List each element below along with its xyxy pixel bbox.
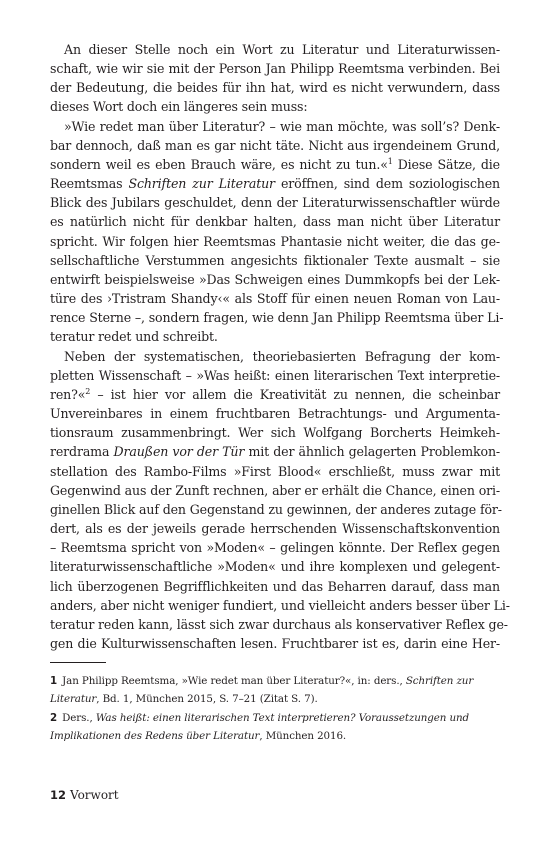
body-line: pletten Wissenschaft – »Was heißt: einen literarischen Text interpretie-: [50, 367, 500, 383]
body-text: eröffnen, sind dem soziologischen: [274, 176, 500, 192]
body-text: – ist hier vor allem die Kreativität zu nennen, die scheinbar: [90, 386, 500, 402]
body-line: literaturwissenschaftliche »Moden« und ihre komplexen und gelegent-: [50, 559, 500, 575]
body-line: [50, 387, 500, 402]
body-line: entwirft beispielsweise »Das Schweigen eines Dummkopfs bei der Lek-: [50, 271, 500, 287]
body-line: [50, 176, 500, 191]
body-line: dert, als es der jeweils gerade herrschenden Wissenschaftskonvention: [50, 521, 500, 537]
body-line: Neben der systematischen, theoriebasierten Befragung der kom-: [64, 348, 500, 364]
body-line: stellation des Rambo-Films »First Blood« erschließt, muss zwar mit: [50, 463, 500, 479]
body-line: der Bedeutung, die beides für ihn hat, wird es nicht verwundern, dass: [50, 80, 500, 96]
footnote-title: Was heißt: einen literarischen Text interpretieren? Voraussetzungen und: [95, 712, 470, 724]
body-line: gen die Kulturwissenschaften lesen. Fruchtbarer ist es, darin eine Her-: [50, 636, 500, 651]
body-line: bar dennoch, daß man es gar nicht täte. Nicht aus irgendeinem Grund,: [50, 137, 500, 153]
running-footer-label: Vorwort: [70, 788, 119, 802]
footnote-line: [50, 675, 500, 687]
footnote-title: Schriften zur: [405, 675, 474, 687]
body-line: Unvereinbares in einem fruchtbaren Betrachtungs- und Argumenta-: [50, 406, 500, 422]
footnote-ref: 2: [85, 386, 91, 396]
body-text: Reemtsmas: [50, 176, 129, 192]
body-line: schaft, wie wir sie mit der Person Jan Philipp Reemtsma verbinden. Bei: [50, 61, 500, 77]
page-number: 12: [50, 788, 67, 802]
body-text: Diese Sätze, die: [392, 156, 500, 172]
body-line: türe des ›Tristram Shandy‹« als Stoff für einen neuen Roman von Lau-: [50, 291, 500, 307]
body-line: anders, aber nicht weniger fundiert, und vielleicht anders besser über Li-: [50, 597, 510, 613]
body-line: – Reemtsma spricht von »Moden« – gelingen könnte. Der Reflex gegen: [50, 540, 500, 556]
body-line: ginellen Blick auf den Gegenstand zu gewinnen, der anderes zutage för-: [50, 501, 502, 517]
body-line: Blick des Jubilars geschuldet, denn der Literaturwissenschaftler würde: [50, 195, 500, 211]
footnote-line: [50, 730, 500, 742]
footnote-number: 2: [50, 712, 58, 724]
body-line: [50, 157, 500, 172]
body-line: tionsraum zusammenbringt. Wer sich Wolfgang Borcherts Heimkeh-: [50, 425, 500, 441]
footnote-line: [50, 693, 500, 705]
footnote-ref: 1: [387, 156, 393, 166]
footnote-rule: [50, 662, 106, 663]
body-text: ren?«: [50, 386, 86, 402]
body-line: dieses Wort doch ein längeres sein muss:: [50, 99, 308, 115]
body-line: teratur reden kann, lässt sich zwar durchaus als konservativer Reflex ge-: [50, 616, 508, 632]
body-line: sellschaftliche Verstummen angesichts fiktionaler Texte ausmalt – sie: [50, 252, 500, 268]
body-line: »Wie redet man über Literatur? – wie man möchte, was soll’s? Denk-: [64, 118, 500, 134]
body-line: Gegenwind aus der Zunft rechnen, aber er erhält die Chance, einen ori-: [50, 482, 500, 498]
body-line: es natürlich nicht für denkbar halten, dass man nicht über Literatur: [50, 214, 500, 230]
book-title: Schriften zur Literatur: [128, 176, 275, 192]
body-text: sondern weil es eben Brauch wäre, es nicht zu tun.«: [50, 156, 388, 172]
body-text: mit der ähnlich gelagerten Problemkon-: [244, 444, 501, 460]
body-line: spricht. Wir folgen hier Reemtsmas Phantasie nicht weiter, die das ge-: [50, 233, 500, 249]
footnote-line: [50, 712, 500, 724]
footnote-title: Literatur: [50, 693, 97, 705]
body-line: [50, 42, 500, 57]
footnote-text: Jan Philipp Reemtsma, »Wie redet man über Literatur?«, in: ders.,: [62, 675, 406, 687]
footnote-text: , München 2016.: [259, 730, 347, 742]
work-title: Draußen vor der Tür: [113, 444, 245, 460]
footnote-text: , Bd. 1, München 2015, S. 7–21 (Zitat S. 7).: [96, 693, 318, 705]
footnote-text: Ders.,: [62, 712, 96, 724]
body-line-text: An dieser Stelle noch ein Wort zu Literatur und Literaturwissen-: [64, 42, 500, 57]
body-line: teratur redet und schreibt.: [50, 329, 218, 345]
body-line: lich überzogenen Begrifflichkeiten und das Beharren darauf, dass man: [50, 578, 500, 594]
footnote-number: 1: [50, 675, 58, 687]
page-footer: [50, 788, 119, 802]
body-line: rence Sterne –, sondern fragen, wie denn Jan Philipp Reemtsma über Li-: [50, 310, 504, 326]
body-text: rerdrama: [50, 444, 114, 460]
body-line: [50, 444, 500, 459]
footnote-title: Implikationen des Redens über Literatur: [50, 730, 260, 742]
